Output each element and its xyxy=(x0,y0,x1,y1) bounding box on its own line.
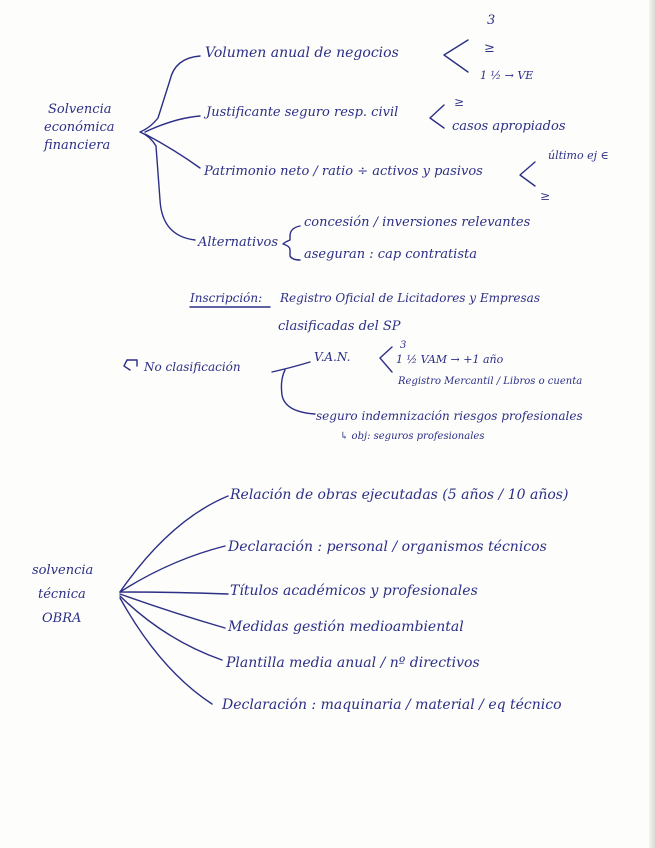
volumen-opt-1: 3 xyxy=(487,13,496,28)
seguro-label: Justificante seguro resp. civil xyxy=(206,105,399,120)
seguro-opt-2: casos apropiados xyxy=(452,119,566,134)
financiera-title-line-3: financiera xyxy=(44,138,111,153)
page-edge-shadow xyxy=(649,0,655,848)
seguro-opt-1: ≥ xyxy=(454,95,465,109)
tecnica-item-4: Medidas gestión medioambiental xyxy=(228,619,464,635)
tecnica-item-5: Plantilla media anual / nº directivos xyxy=(226,655,480,671)
volumen-label: Volumen anual de negocios xyxy=(205,45,399,61)
no-clasificacion-label: No clasificación xyxy=(144,360,241,374)
tecnica-item-6: Declaración : maquinaria / material / eq técnico xyxy=(222,697,562,713)
tecnica-title-line-3: OBRA xyxy=(42,611,82,626)
alternativos-opt-1: concesión / inversiones relevantes xyxy=(304,215,531,230)
patrimonio-opt-1: último ej ∈ xyxy=(548,149,609,162)
van-opt-2: 1 ½ VAM → +1 año xyxy=(396,353,504,366)
inscripcion-label: Inscripción: xyxy=(190,291,263,305)
tecnica-item-1: Relación de obras ejecutadas (5 años / 10 años) xyxy=(230,487,569,503)
tecnica-item-2: Declaración : personal / organismos técnicos xyxy=(228,539,547,555)
inscripcion-line-1: Registro Oficial de Licitadores y Empresas xyxy=(280,291,540,305)
inscripcion-line-2: clasificadas del SP xyxy=(278,319,401,334)
patrimonio-opt-2: ≥ xyxy=(540,189,551,203)
no-clasificacion-seguro: seguro indemnización riesgos profesionales xyxy=(316,409,583,423)
tecnica-title-line-1: solvencia xyxy=(32,563,94,578)
tecnica-title-line-2: técnica xyxy=(38,587,86,602)
financiera-title-line-2: económica xyxy=(44,120,115,135)
volumen-opt-3: 1 ½ → VE xyxy=(480,69,534,82)
van-opt-1: 3 xyxy=(400,340,407,351)
van-label: V.A.N. xyxy=(314,350,351,364)
financiera-title-line-1: Solvencia xyxy=(48,102,112,117)
tecnica-item-3: Títulos académicos y profesionales xyxy=(230,583,478,599)
alternativos-opt-2: aseguran : cap contratista xyxy=(304,247,477,262)
van-opt-3: Registro Mercantil / Libros o cuenta xyxy=(398,376,583,387)
no-clasificacion-seguro-sub: ↳ obj: seguros profesionales xyxy=(340,431,485,442)
patrimonio-label: Patrimonio neto / ratio ÷ activos y pasivos xyxy=(204,164,483,179)
alternativos-label: Alternativos xyxy=(198,235,279,250)
volumen-opt-2: ≥ xyxy=(484,41,495,56)
